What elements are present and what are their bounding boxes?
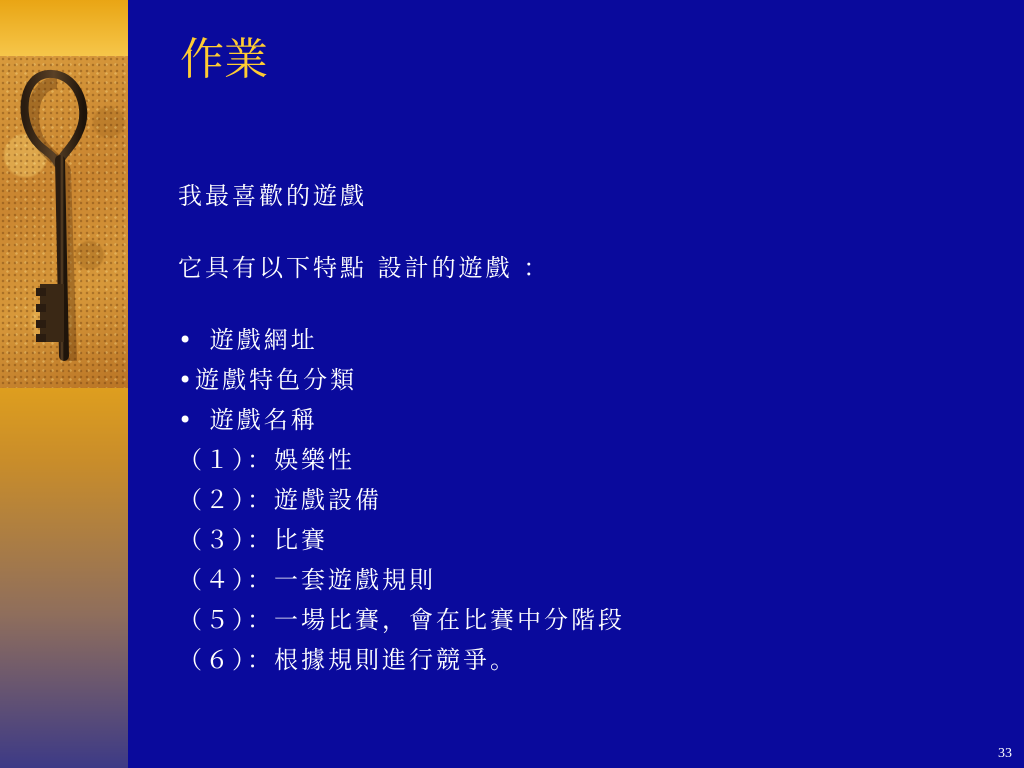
slide-title: 作業 <box>180 34 268 85</box>
subheading-line: 它具有以下特點 設計的遊戲 ： <box>178 254 551 282</box>
sidebar-decoration <box>0 0 128 768</box>
list-item: （６）：根據規則進行競爭。 <box>178 646 517 674</box>
intro-line: 我最喜歡的遊戲 <box>178 182 367 210</box>
spacer <box>178 288 998 320</box>
bullet-text: 遊戲名稱 <box>199 406 318 434</box>
list-item: （１）：娛樂性 <box>178 446 355 474</box>
list-item: （４）：一套遊戲規則 <box>178 566 436 594</box>
bullet-mark: • <box>178 366 196 394</box>
bullet-item <box>178 320 998 360</box>
bullet-mark: • <box>178 326 196 354</box>
list-item: （５）：一場比賽，會在比賽中分階段 <box>178 606 625 634</box>
spacer <box>178 216 998 248</box>
bullet-text: 遊戲網址 <box>199 326 318 354</box>
sidebar-top-band <box>0 0 128 56</box>
list-item: （３）：比賽 <box>178 526 328 554</box>
slide-number: 33 <box>998 746 1012 761</box>
key-icon <box>0 56 128 388</box>
bullet-mark: • <box>178 406 196 434</box>
bullet-item <box>178 400 998 440</box>
bullet-item <box>178 360 998 400</box>
slide-body <box>178 176 998 680</box>
list-item: （２）：遊戲設備 <box>178 486 382 514</box>
bullet-text: 遊戲特色分類 <box>195 366 358 394</box>
